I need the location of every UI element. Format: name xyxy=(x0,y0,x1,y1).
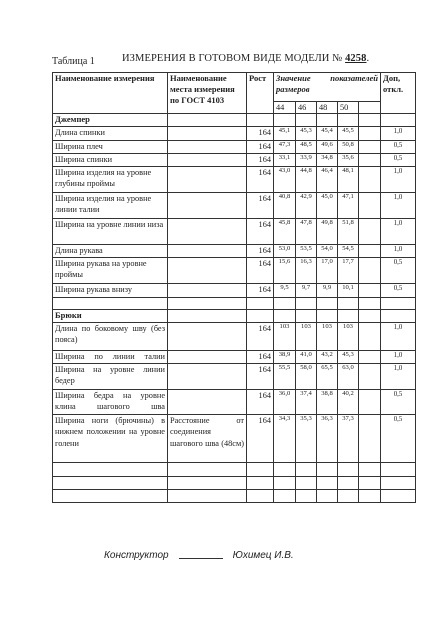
table-row xyxy=(53,245,416,258)
empty-cell xyxy=(247,114,274,127)
size-value: 45,1 xyxy=(274,127,296,141)
measurement-place xyxy=(168,351,247,364)
measurement-place xyxy=(168,323,247,351)
measurement-name: Ширина на уровне линии низа xyxy=(53,219,168,245)
size-value: 58,0 xyxy=(296,364,317,390)
size-value: 51,8 xyxy=(338,219,359,245)
size-header: 46 xyxy=(296,102,317,114)
height-value: 164 xyxy=(247,245,274,258)
measurement-name: Ширина на уровне линии бедер xyxy=(53,364,168,390)
empty-cell xyxy=(338,298,359,310)
empty-cell xyxy=(381,477,416,490)
empty-cell xyxy=(381,490,416,503)
height-value: 164 xyxy=(247,167,274,193)
measurement-name: Ширина по линии талии xyxy=(53,351,168,364)
empty-cell xyxy=(359,167,381,193)
signature-role: Конструктор xyxy=(104,550,169,561)
empty-cell xyxy=(381,114,416,127)
size-value: 65,5 xyxy=(317,364,338,390)
size-value: 48,1 xyxy=(338,167,359,193)
size-value: 42,9 xyxy=(296,193,317,219)
empty-cell xyxy=(168,310,247,323)
size-value: 38,8 xyxy=(317,390,338,415)
empty-cell xyxy=(359,390,381,415)
measurement-name: Ширина изделия на уровне линии талии xyxy=(53,193,168,219)
empty-row xyxy=(53,477,416,490)
empty-cell xyxy=(359,245,381,258)
size-value: 9,9 xyxy=(317,284,338,298)
empty-cell xyxy=(247,310,274,323)
size-value: 35,6 xyxy=(338,154,359,167)
tolerance-value: 0,5 xyxy=(381,284,416,298)
size-value: 103 xyxy=(296,323,317,351)
section-row xyxy=(53,114,416,127)
empty-cell xyxy=(296,490,317,503)
signature-block xyxy=(104,550,294,561)
table-row xyxy=(53,219,416,245)
empty-cell xyxy=(247,490,274,503)
table-row xyxy=(53,167,416,193)
col-header-tolerance: Доп, откл. xyxy=(381,73,416,114)
empty-cell xyxy=(296,114,317,127)
size-value: 37,3 xyxy=(338,415,359,463)
col-header-values xyxy=(274,73,381,102)
size-value: 9,5 xyxy=(274,284,296,298)
size-value: 53,0 xyxy=(274,245,296,258)
empty-row xyxy=(53,298,416,310)
size-value: 103 xyxy=(317,323,338,351)
table-row xyxy=(53,323,416,351)
empty-cell xyxy=(338,477,359,490)
height-value: 164 xyxy=(247,390,274,415)
measurement-place xyxy=(168,154,247,167)
size-value: 45,4 xyxy=(317,127,338,141)
table-row xyxy=(53,127,416,141)
size-value: 50,8 xyxy=(338,141,359,154)
tolerance-value: 0,5 xyxy=(381,258,416,284)
measurement-name: Ширина изделия на уровне глубины проймы xyxy=(53,167,168,193)
size-value: 34,3 xyxy=(274,415,296,463)
measurement-name: Ширина спинки xyxy=(53,154,168,167)
measurement-place xyxy=(168,284,247,298)
size-value: 40,8 xyxy=(274,193,296,219)
size-value: 15,6 xyxy=(274,258,296,284)
size-value: 43,0 xyxy=(274,167,296,193)
tolerance-value: 1,0 xyxy=(381,219,416,245)
empty-cell xyxy=(317,114,338,127)
measurement-place xyxy=(168,193,247,219)
section-row xyxy=(53,310,416,323)
tolerance-value: 1,0 xyxy=(381,364,416,390)
empty-cell xyxy=(359,141,381,154)
empty-cell xyxy=(359,364,381,390)
empty-cell xyxy=(274,477,296,490)
size-value: 48,5 xyxy=(296,141,317,154)
empty-cell xyxy=(359,193,381,219)
measurement-name: Длина рукава xyxy=(53,245,168,258)
height-value: 164 xyxy=(247,323,274,351)
table-row xyxy=(53,284,416,298)
measurement-place xyxy=(168,245,247,258)
empty-cell xyxy=(338,114,359,127)
empty-cell xyxy=(296,463,317,477)
height-value: 164 xyxy=(247,284,274,298)
height-value: 164 xyxy=(247,351,274,364)
empty-cell xyxy=(317,298,338,310)
model-number: 4258 xyxy=(345,53,367,64)
empty-row xyxy=(53,490,416,503)
size-value: 35,3 xyxy=(296,415,317,463)
empty-cell xyxy=(338,490,359,503)
size-value: 45,0 xyxy=(317,193,338,219)
empty-cell xyxy=(359,415,381,463)
size-value: 33,9 xyxy=(296,154,317,167)
empty-cell xyxy=(274,310,296,323)
empty-cell xyxy=(359,351,381,364)
empty-cell xyxy=(247,463,274,477)
measurement-name: Ширина рукава на уровне проймы xyxy=(53,258,168,284)
tolerance-value: 0,5 xyxy=(381,390,416,415)
size-value: 9,7 xyxy=(296,284,317,298)
measurement-place xyxy=(168,167,247,193)
size-value: 103 xyxy=(338,323,359,351)
empty-cell xyxy=(338,463,359,477)
size-value: 47,3 xyxy=(274,141,296,154)
size-value: 46,4 xyxy=(317,167,338,193)
section-title: Брюки xyxy=(53,310,168,323)
empty-cell xyxy=(381,463,416,477)
empty-cell xyxy=(274,114,296,127)
measurement-name: Длина по боковому шву (без пояса) xyxy=(53,323,168,351)
measurement-place xyxy=(168,141,247,154)
empty-cell xyxy=(359,127,381,141)
table-row xyxy=(53,364,416,390)
col-header-place: Наименование места измерения по ГОСТ 4103 xyxy=(168,73,247,114)
measurement-name: Ширина ноги (брючины) в нижнем положении на уровне голени xyxy=(53,415,168,463)
size-value: 55,5 xyxy=(274,364,296,390)
col-header-name: Наименование измерения xyxy=(53,73,168,114)
tolerance-value: 0,5 xyxy=(381,154,416,167)
size-value: 103 xyxy=(274,323,296,351)
tolerance-value: 1,0 xyxy=(381,167,416,193)
size-value: 17,0 xyxy=(317,258,338,284)
height-value: 164 xyxy=(247,258,274,284)
size-value: 10,1 xyxy=(338,284,359,298)
size-value: 17,7 xyxy=(338,258,359,284)
empty-cell xyxy=(247,298,274,310)
table-row xyxy=(53,193,416,219)
empty-cell xyxy=(168,490,247,503)
empty-cell xyxy=(168,463,247,477)
empty-cell xyxy=(247,477,274,490)
empty-cell xyxy=(53,477,168,490)
table-row xyxy=(53,141,416,154)
empty-cell xyxy=(296,310,317,323)
empty-cell xyxy=(359,310,381,323)
height-value: 164 xyxy=(247,154,274,167)
empty-cell xyxy=(317,463,338,477)
tolerance-value: 1,0 xyxy=(381,193,416,219)
measurement-place xyxy=(168,364,247,390)
empty-cell xyxy=(274,298,296,310)
empty-row xyxy=(53,463,416,477)
size-value: 45,8 xyxy=(274,219,296,245)
measurement-place xyxy=(168,127,247,141)
empty-cell xyxy=(317,310,338,323)
tolerance-value: 1,0 xyxy=(381,323,416,351)
tolerance-value: 1,0 xyxy=(381,127,416,141)
size-value: 49,6 xyxy=(317,141,338,154)
size-value: 40,2 xyxy=(338,390,359,415)
size-value: 54,0 xyxy=(317,245,338,258)
col-header-values-c: размеров xyxy=(276,84,310,95)
height-value: 164 xyxy=(247,127,274,141)
col-header-values-a: Значение xyxy=(276,73,311,83)
table-row xyxy=(53,154,416,167)
size-value: 54,5 xyxy=(338,245,359,258)
empty-cell xyxy=(168,477,247,490)
measurement-name: Ширина рукава внизу xyxy=(53,284,168,298)
col-header-height: Рост xyxy=(247,73,274,114)
signature-line xyxy=(179,558,223,559)
empty-cell xyxy=(381,310,416,323)
size-value: 36,0 xyxy=(274,390,296,415)
signature-name: Юхимец И.В. xyxy=(232,550,294,561)
table-row xyxy=(53,258,416,284)
measurement-name: Длина спинки xyxy=(53,127,168,141)
size-value: 45,3 xyxy=(296,127,317,141)
empty-cell xyxy=(359,114,381,127)
size-value: 44,8 xyxy=(296,167,317,193)
size-header: 44 xyxy=(274,102,296,114)
empty-cell xyxy=(338,310,359,323)
empty-cell xyxy=(359,490,381,503)
table-label: Таблица 1 xyxy=(52,56,95,67)
size-value: 53,5 xyxy=(296,245,317,258)
measurement-place: Расстояние от соединения шагового шва (48см) xyxy=(168,415,247,463)
measurements-table xyxy=(52,72,416,503)
empty-cell xyxy=(53,298,168,310)
size-value: 16,3 xyxy=(296,258,317,284)
empty-cell xyxy=(359,219,381,245)
size-value: 34,8 xyxy=(317,154,338,167)
size-header: 48 xyxy=(317,102,338,114)
empty-cell xyxy=(359,284,381,298)
col-header-values-b: показателей xyxy=(330,73,379,83)
size-value: 43,2 xyxy=(317,351,338,364)
empty-cell xyxy=(359,477,381,490)
title-period: . xyxy=(366,53,370,64)
size-value: 47,1 xyxy=(338,193,359,219)
measurement-place xyxy=(168,390,247,415)
empty-cell xyxy=(53,463,168,477)
empty-cell xyxy=(317,477,338,490)
empty-cell xyxy=(359,258,381,284)
tolerance-value: 1,0 xyxy=(381,351,416,364)
measurement-name: Ширина бедра на уровне клина шагового шва xyxy=(53,390,168,415)
section-title: Джемпер xyxy=(53,114,168,127)
empty-cell xyxy=(274,490,296,503)
table-row xyxy=(53,390,416,415)
size-value: 49,8 xyxy=(317,219,338,245)
size-value: 63,0 xyxy=(338,364,359,390)
empty-cell xyxy=(296,477,317,490)
measurement-name: Ширина плеч xyxy=(53,141,168,154)
height-value: 164 xyxy=(247,141,274,154)
empty-cell xyxy=(168,298,247,310)
tolerance-value: 0,5 xyxy=(381,415,416,463)
empty-cell xyxy=(168,114,247,127)
tolerance-value: 0,5 xyxy=(381,141,416,154)
document-title xyxy=(122,53,369,64)
table-row xyxy=(53,351,416,364)
empty-cell xyxy=(359,298,381,310)
empty-cell xyxy=(296,298,317,310)
table-row xyxy=(53,415,416,463)
tolerance-value: 1,0 xyxy=(381,245,416,258)
empty-cell xyxy=(359,154,381,167)
size-value: 36,3 xyxy=(317,415,338,463)
size-value: 45,5 xyxy=(338,127,359,141)
size-value: 45,3 xyxy=(338,351,359,364)
measurement-place xyxy=(168,219,247,245)
height-value: 164 xyxy=(247,219,274,245)
empty-cell xyxy=(317,490,338,503)
size-value: 47,8 xyxy=(296,219,317,245)
empty-cell xyxy=(359,323,381,351)
measurement-place xyxy=(168,258,247,284)
size-value: 33,1 xyxy=(274,154,296,167)
size-value: 41,0 xyxy=(296,351,317,364)
size-header-empty xyxy=(359,102,381,114)
empty-cell xyxy=(53,490,168,503)
height-value: 164 xyxy=(247,193,274,219)
empty-cell xyxy=(381,298,416,310)
size-header: 50 xyxy=(338,102,359,114)
empty-cell xyxy=(274,463,296,477)
size-value: 37,4 xyxy=(296,390,317,415)
empty-cell xyxy=(359,463,381,477)
height-value: 164 xyxy=(247,415,274,463)
height-value: 164 xyxy=(247,364,274,390)
title-text: ИЗМЕРЕНИЯ В ГОТОВОМ ВИДЕ МОДЕЛИ № xyxy=(122,53,343,64)
size-value: 38,9 xyxy=(274,351,296,364)
